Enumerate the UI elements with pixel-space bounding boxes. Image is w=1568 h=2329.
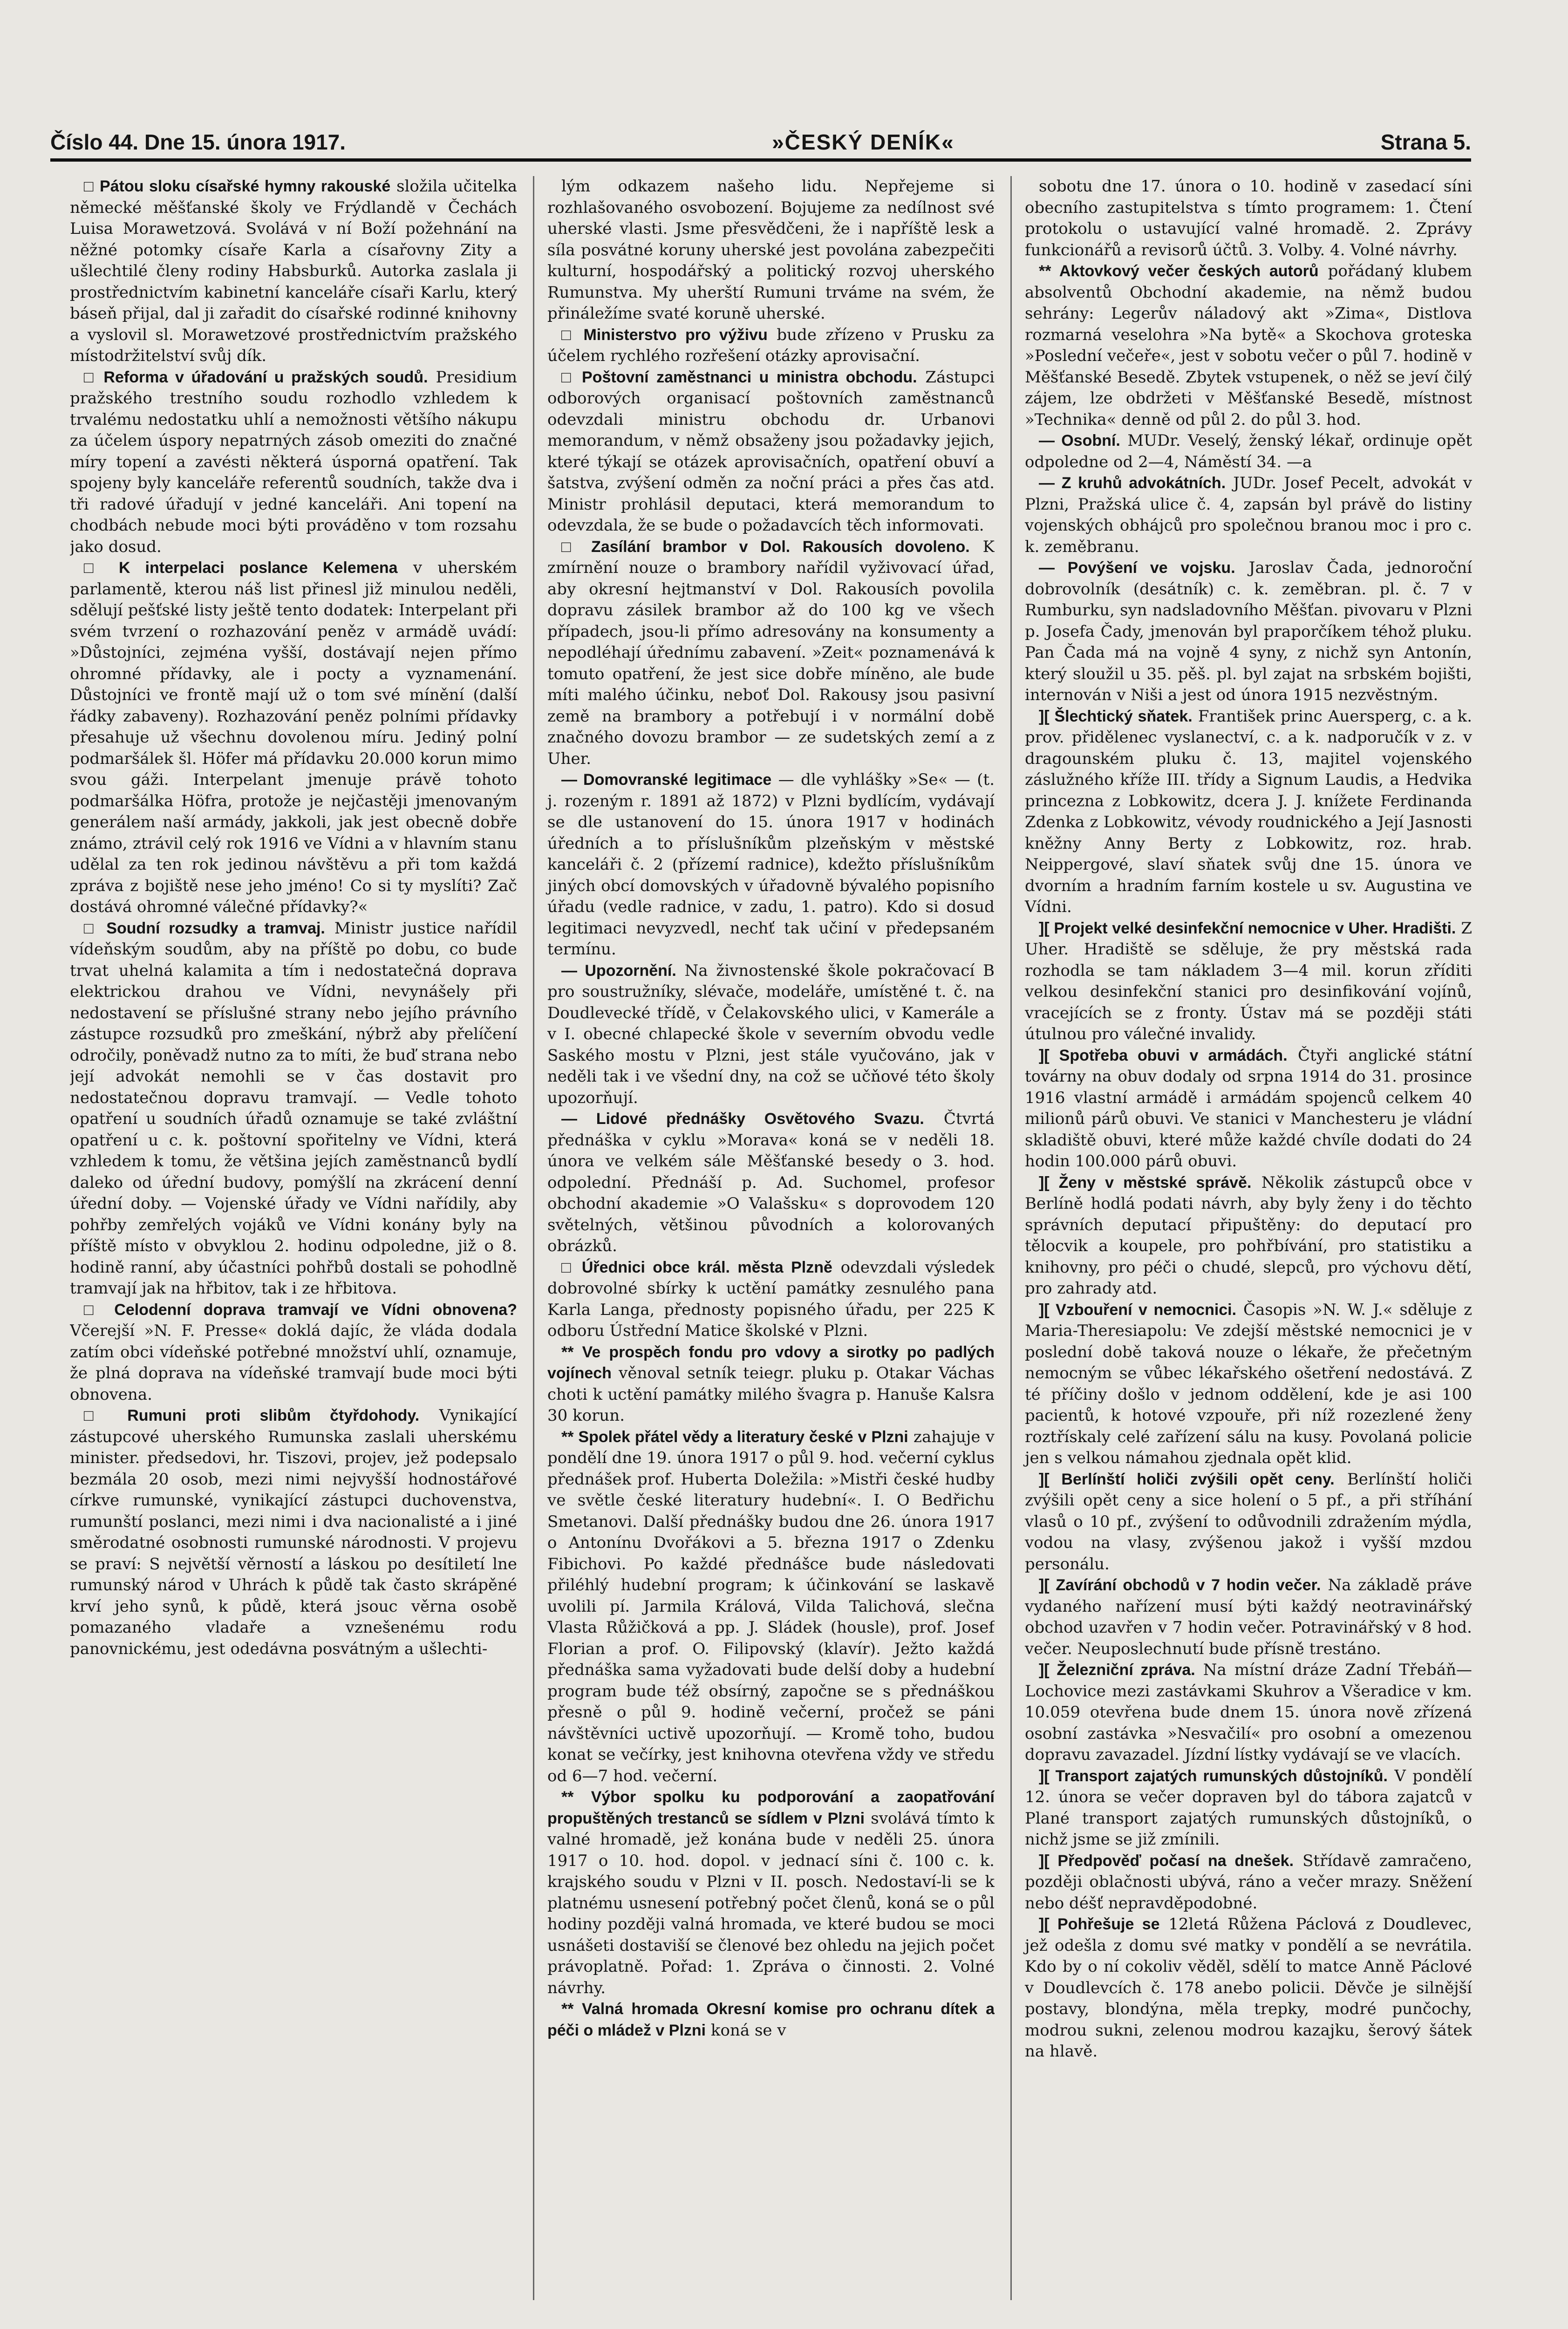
article-paragraph [547,960,995,1109]
page-number: Strana 5. [1380,130,1471,154]
article-paragraph [1025,706,1472,918]
article-text: Ministr justice nařídil vídeňským soudům, aby na příště po dobu, co bude trvat uhelná kalamita a tím i nedostatečná doprava elektrickou drahou ve Vídni, nevynášely při nedostavení se příslušné strany nebo jejího právního zástupce rozsudků pro zmeškání, nýbrž aby přelíčení odročily, poněvadž nutno za to míti, že buď strana nebo její advokát nemohli se v čas dostavit pro nedostatečnou dopravu tramvají. — Vedle tohoto opatření u soudních úřadů oznamuje se také zvláštní opatření u c. k. poštovní spořitelny ve Vídni, která vzhledem k tomu, že většina jejích zaměstnanců bydlí daleko od úřední budovy, pomýšlí na zkrácení denní úřední doby. — Vojenské úřady ve Vídni nařídily, aby pohřby zemřelých vojáků ve Vídni konány byly na příště místo v obvyklou 2. hodinu odpoledne, již o 8. hodině ranní, aby účastníci pohřbů dostali se pohodlně tramvají jak na hřbitov, tak i ze hřbitova. [70,919,517,1298]
article-heading: ** Spolek přátel vědy a literatury české v Plzni [561,1428,908,1446]
article-paragraph [547,1427,995,1787]
article-paragraph [1025,473,1472,558]
article-heading: □ Celodenní doprava tramvají ve Vídni obnovena? [84,1301,517,1319]
article-paragraph [547,1257,995,1342]
article-heading: □ K interpelaci poslance Kelemena [84,559,398,577]
article-paragraph [70,1300,517,1406]
article-paragraph [1025,1300,1472,1469]
article-heading: ** Výbor spolku ku podporování a zaopatřování propuštěných trestanců se sídlem v Plzni [547,1788,995,1827]
article-paragraph [547,537,995,770]
article-heading: — Lidové přednášky Osvětového Svazu. [561,1110,924,1128]
article-paragraph [1025,176,1472,261]
article-text: věnoval setník teiegr. pluku p. Otakar Váchas choti k uctění památky milého švagra p. Hanuše Kalsra 30 korun. [547,1364,995,1425]
article-text: koná se v [706,2021,786,2040]
column-3 [1010,176,1472,2300]
article-heading: ][ Berlínští holiči zvýšili opět ceny. [1039,1470,1335,1488]
article-paragraph [70,367,517,558]
article-text: odevzdali výsledek dobrovolné sbírky k uctění památky zesnulého pana Karla Langa, přednosty popisného úřadu, per 225 K odboru Ústřední Matice školské v Plzni. [547,1258,995,1340]
article-heading: □ Rumuni proti slibům čtyřdohody. [84,1407,420,1424]
article-text: svolává tímto k valné hromadě, jež konána bude v neděli 25. února 1917 o 10. hod. dopol. v jednací síni č. 100 c. k. krajského soudu v Plzni v II. posch. Nedostaví-li se k platnému usnesení potřebný počet členů, koná se o půl hodiny později valná hromada, ve které budou se moci usnášeti dostaviší se členové bez ohledu na jejich počet právoplatně. Pořad: 1. Zpráva o činnosti. 2. Volné návrhy. [547,1809,995,1997]
article-heading: □ Zasílání brambor v Dol. Rakousích dovoleno. [561,538,970,556]
article-paragraph [547,1109,995,1257]
article-heading: □ Poštovní zaměstnanci u ministra obchodu. [561,368,917,386]
article-heading: ][ Šlechtický sňatek. [1039,707,1193,725]
column-1 [70,176,517,2300]
article-paragraph [1025,918,1472,1045]
article-heading: ][ Předpověď počasí na dnešek. [1039,1852,1294,1870]
article-paragraph [1025,430,1472,473]
article-heading: ][ Transport zajatých rumunských důstojníků. [1039,1767,1388,1785]
article-text: sobotu dne 17. února o 10. hodině v zasedací síni obecního zastupitelstva s tímto programem: 1. Čtení protokolu o ustavující valné hromadě. 2. Zprávy funkcionářů a revisorů účtů. 3. Volby. 4. Volné návrhy. [1025,177,1472,259]
article-paragraph [547,770,995,960]
article-paragraph [1025,261,1472,430]
issue-date: Číslo 44. Dne 15. února 1917. [50,130,346,154]
article-paragraph [1025,558,1472,706]
article-heading: □ Úřednici obce král. města Plzně [561,1258,832,1276]
article-text: Presidium pražského trestního soudu rozhodlo vzhledem k trvalému nedostatku uhlí a nemožnosti většího nákupu za účelem úspory nepatrných zásob omeziti do značné míry topení a zavésti některá úsporná opatření. Tak spojeny byly kanceláře referentů soudních, takže dva i tři radové úřadují v jedné kanceláři. Ani topení na chodbách nebude moci býti prováděno v tom rozsahu jako dosud. [70,368,517,556]
article-heading: — Z kruhů advokátních. [1039,474,1226,492]
article-paragraph [70,1405,517,1660]
article-paragraph [547,367,995,537]
article-paragraph [1025,1851,1472,1914]
article-paragraph [547,1787,995,1999]
article-heading: — Domovranské legitimace [561,771,772,789]
article-heading: ][ Zavírání obchodů v 7 hodin večer. [1039,1576,1321,1594]
article-heading: ** Aktovkový večer českých autorů [1039,262,1319,280]
article-text: Na živnostenské škole pokračovací B pro soustružníky, slévače, modeláře, umístěné t. č. na Doudlevecké třídě, v Čelakovského ulici, v Kamerále a v I. obecné chlapecké škole v severním obvodu vedle Saského mostu v Plzni, jest stále vyučováno, jak v neděli tak i ve všední dny, na což se učňové této školy upozorňují. [547,961,995,1107]
article-paragraph [547,325,995,367]
article-text: 12letá Růžena Páclová z Doudlevec, jež odešla z domu své matky v pondělí a se nevrátila. Kdo by o ní cokoliv věděl, sdělí to matce Anně Páclové v Doudlevcích č. 178 anebo policii. Děvče je silnější postavy, blondýna, měla trepky, modré punčochy, modrou sukni, zelenou modrou kazajku, šerový šátek na hlavě. [1025,1915,1472,2061]
article-heading: ][ Železniční zpráva. [1039,1661,1195,1679]
article-heading: — Osobní. [1039,432,1120,449]
article-text: lým odkazem našeho lidu. Nepřejeme si rozhlašovaného osvobození. Bojujeme za nedílnost své uherské vlasti. Jsme přesvědčeni, že i napříště lesk a síla posvátné koruny uherské jest povolána zabezpečiti kulturní, hospodářský a politický rozvoj uherského Rumunstva. My uherští Rumuni trváme na svém, že přináležíme svaté koruně uherské. [547,177,995,323]
article-text: Střídavě zamračeno, později oblačnosti ubývá, ráno a večer mrazy. Sněžení nebo déšť nepravděpodobné. [1025,1851,1472,1913]
article-heading: □ Ministerstvo pro výživu [561,326,768,344]
article-heading: ** Ve prospěch fondu pro vdovy a sirotky po padlých vojínech [547,1343,995,1382]
article-text: složila učitelka německé měšťanské školy ve Frýdlandě v Čechách Luisa Morawetzová. Svolává v ní Boží požehnání na něžné potomky císaře Karla a císařovny Zity a ušlechtilé členy rodiny Habsburků. Autorka zaslala ji prostřednictvím kabinetní kanceláře císaři Karlu, který báseň přijal, dal ji zařadit do císařské rodinné knihovny a vyslovil sl. Morawetzové prostřednictvím pražského místodržitelství svůj dík. [70,177,517,365]
article-text: Jaroslav Čada, jednoroční dobrovolník (desátník) c. k. zeměbran. pl. č. 7 v Rumburku, syn nadsladovního Měšťan. pivovaru v Plzni p. Josefa Čady, jmenován byl praporčíkem téhož pluku. Pan Čada má na vojně 4 syny, z nichž syn Antonín, který sloužil u 35. pěš. pl. byl zajat na srbském bojišti, internován v Niši a jest od února 1915 nezvěstným. [1025,558,1472,704]
article-paragraph [70,558,517,918]
article-heading: ][ Ženy v městské správě. [1039,1173,1252,1192]
article-text: v uherském parlamentě, kterou náš list přinesl již minulou neděli, sdělují pešťské listy ještě tento dodatek: Interpelant při svém tvrzení o rozhazování peněz v armádě uvádí: »Důstojníci, zejména vyšší, dostávají nejen přímo ohromné přídavky, ale i pocty a vyznamenání. Důstojníci ve frontě mají už o tom své mínění (další řádky zabaveny). Rozhazování peněz polními přídavky přesahuje už všechnu dovolenou míru. Jediný polní podmaršálek šl. Höfer má přídavku 20.000 korun mimo svou gáži. Interpelant jmenuje právě tohoto podmaršálka Höfra, protože je nejčastěji jmenovaným generálem naší armády, jakkoli, jak jest obecně dobře známo, ztrávil celý rok 1916 ve Vídni a v hlavním stanu udělal za ten rok jedinou návštěvu a při tom každá zpráva z bojiště nese jeho jméno! Co si ty myslíti? Zač dostává ohromné válečné přídavky?« [70,558,517,916]
article-columns [70,176,1472,2300]
article-paragraph [1025,1575,1472,1660]
article-text: Na místní dráze Zadní Třebáň—Lochovice mezi zastávkami Skuhrov a Všeradice v km. 10.059 otevřena bude dnem 15. února nově zřízená osobní zastávka »Nesvačilí« pro osobní a omezenou dopravu zavazadel. Jízdní lístky vydávají se ve vlacích. [1025,1661,1472,1764]
article-text: — dle vyhlášky »Se« — (t. j. rozeným r. 1891 až 1872) v Plzni bydlícím, vydávají se dle ustanovení do 15. února 1917 v hodinách úředních a to příslušníkům plzeňským v městské kanceláři č. 2 (přízemí radnice), kdežto příslušníkům jiných obcí domovských v úřadovně bývalého popisního úřadu (vedle radnice, v zadu, 1. patro). Kdo si dosud legitimaci nevyzvedl, nechť tak učiní v předepsaném termínu. [547,770,995,959]
article-text: Zástupci odborových organisací poštovních zaměstnanců odevzdali ministru obchodu dr. Urbanovi memorandum, v němž obsaženy jsou požadavky jejich, které týkají se otázek aprovisačních, opatření obuví a šatstva, zvýšení odměn za noční práci a přes čas atd. Ministr prohlásil deputaci, která memorandum to odevzdala, že se bude o požadavcích těch informovati. [547,368,995,535]
article-text: pořádaný klubem absolventů Obchodní akademie, na němž budou sehrány: Legerův náladový akt »Zima«, Distlova rozmarná veselohra »Na bytě« a Skochova groteska »Poslední večeře«, jest v sobotu večer o půl 7. hodině v Měšťanské Besedě. Zbytek vstupenek, o něž se jeví čilý zájem, lze obdržeti v Měšťanské Besedě, místnost »Technika« denně od půl 2. do půl 3. hod. [1025,262,1472,429]
article-heading: □ Reforma v úřadování u pražských soudů. [84,368,428,386]
article-heading: ][ Spotřeba obuvi v armádách. [1039,1046,1288,1064]
article-text: K zmírnění nouze o brambory nařídil vyživovací úřad, aby okresní hejtmanství v Dol. Rakousích povolila dopravu zásilek brambor až do 100 kg ve všech případech, jsou-li přímo adresovány na konsumenty a nepodléhají úřednímu zabavení. »Zeit« poznamenává k tomuto opatření, že jest sice dobře míněno, ale bude míti malého účinku, neboť Dol. Rakousy jsou pasivní země na brambory a potřebují i v normální době značného dovozu brambor — ze sudetských zemí a z Uher. [547,537,995,768]
article-paragraph [547,1999,995,2041]
article-paragraph [1025,1766,1472,1851]
article-heading: ** Valná hromada Okresní komise pro ochranu dítek a péči o mládež v Plzni [547,2000,995,2039]
article-heading: ][ Projekt velké desinfekční nemocnice v Uher. Hradišti. [1039,919,1456,937]
article-text: Vynikající zástupcové uherského Rumunska zaslali uherskému minister. předsedovi, hr. Tiszovi, projev, jež podepsalo bezmála 20 osob, mezi nimi nejvyšší hodnostářové církve rumunské, vynikající zástupci duchovenstva, rumunští poslanci, mezi nimi i dva nacionalisté a i jiné směrodatné osobnosti rumunské národnosti. V projevu se praví: S největší věrností a láskou po desítiletí lne rumunský národ v Uhrách k půdě tak často skrápěné krví jeho synů, k půdě, která jsouc věrna osobě pomazaného vladaře a vznešenému rodu panovnickému, jest odedávna posvátným a ušlechti- [70,1406,517,1658]
article-heading: — Upozornění. [561,961,676,980]
article-text: Na základě práve vydaného nařízení musí býti každý neotravinářský obchod uzavřen v 7 hodin večer. Potravinářský v 8 hod. večer. Neuposlechnutí bude přísně trestáno. [1025,1576,1472,1658]
article-paragraph [70,176,517,367]
article-heading: ][ Pohřešuje se [1039,1915,1160,1933]
column-2 [533,176,995,2300]
article-text: Několik zástupců obce v Berlíně hodlá podati návrh, aby byly ženy i do těchto správních deputací připuštěny: do deputací pro tělocvik a koupele, pro pohřbívání, pro statistiku a knihovny, pro péči o chudé, slepců, pro výchovu dětí, pro zahrady atd. [1025,1173,1472,1298]
article-text: JUDr. Josef Pecelt, advokát v Plzni, Pražská ulice č. 4, zapsán byl právě do listiny vojenských obhájců pro společnou branou moc i pro c. k. zeměbranu. [1025,474,1472,556]
article-heading: □ Soudní rozsudky a tramvaj. [84,919,325,937]
newspaper-title: »ČESKÝ DENÍK« [772,130,954,154]
article-paragraph [70,918,517,1300]
article-paragraph [1025,1045,1472,1172]
article-text: Čtvrtá přednáška v cyklu »Morava« koná se v neděli 18. února ve velkém sále Měšťanské besedy o 3. hod. odpolední. Přednáší p. Ad. Suchomel, profesor obchodní akademie »O Valašsku« s doprovodem 120 světelných, většinou původních a kolorovaných obrázků. [547,1110,995,1255]
article-heading: ][ Vzbouření v nemocnici. [1039,1301,1237,1319]
article-text: V pondělí 12. února se večer dopraven byl do tábora zajatců v Plané transport zajatých rumunských důstojníků, o nichž jsme se již zmínili. [1025,1766,1472,1849]
article-text: Z Uher. Hradiště se sděluje, že pry městská rada rozhodla se tam nákladem 3—4 mil. korun zříditi velkou desinfekční stanici pro desinfikování vojínů, vracejících se z fronty. Ústav má se později státi útulnou pro válečné invalidy. [1025,919,1472,1043]
article-paragraph [547,176,995,325]
article-heading: □ Pátou sloku císařské hymny rakouské [84,177,391,195]
article-text: bude zřízeno v Prusku za účelem rychlého rozřešení otázky aprovisační. [547,325,995,365]
article-paragraph [547,1342,995,1427]
article-text: Berlínští holiči zvýšili opět ceny a sice holení o 5 pf., a při stříhání vlasů o 10 pf., zvýšení to odůvodnili zdražením mýdla, vodou na vlasy, zvýšenou jakož i vyšší mzdou personálu. [1025,1470,1472,1573]
article-text: František princ Auersperg, c. a k. prov. přidělenec vyslanectví, c. a k. nadporučík v z. v dragounském pluku č. 13, majitel vojenského záslužného kříže III. třídy a Signum Laudis, a Hedvika princezna z Lobkowitz, dcera J. J. knížete Ferdinanda Zdenka z Lobkowitz, vévody roudnického a Její Jasnosti kněžny Anny Berty z Lobkowitz, roz. hrab. Neippergové, slaví sňatek svůj dne 15. února ve dvorním a hradním farním kostele u sv. Augustina ve Vídni. [1025,707,1472,916]
article-paragraph [1025,1660,1472,1766]
article-heading: — Povýšení ve vojsku. [1039,559,1235,577]
article-text: Čtyři anglické státní továrny na obuv dodaly od srpna 1914 do 31. prosince 1916 vlastní armádě i armádám spojenců celkem 40 milionů párů obuvi. Ve stanici v Manchesteru je vládní skladiště obuvi, které může každé chvíle dodati do 24 hodin 100.000 párů obuvi. [1025,1046,1472,1171]
article-text: Časopis »N. W. J.« sděluje z Maria-Theresiapolu: Ve zdejší městské nemocnici je v poslední době taková nouze o lékaře, že přečetným nemocným se vůbec lékařského ošetření nedostává. Z té příčiny došlo v jednom oddělení, kde je asi 100 pacientů, k hotové vzpouře, při níž rozezlené ženy roztřískaly celé zařízení sálu na kusy. Povolaná policie jen s velkou námahou zjednala opět klid. [1025,1300,1472,1467]
article-paragraph [1025,1469,1472,1575]
article-paragraph [1025,1172,1472,1300]
article-paragraph [1025,1914,1472,2063]
article-text: zahajuje v pondělí dne 19. února 1917 o půl 9. hod. večerní cyklus přednášek prof. Huberta Doležila: »Mistři české hudby ve světle české literatury hudební«. I. O Bedřichu Smetanovi. Další přednášky budou dne 26. února 1917 o Antonínu Dvořákovi a 5. března 1917 o Zdenku Fibichovi. Po každé přednášce bude následovati přiléhlý hudební program; k účinkování se laskavě uvolili pí. Jarmila Králová, Vilda Talichová, slečna Vlasta Růžičková a pp. J. Sládek (housle), prof. Josef Florian a prof. O. Filipovský (klavír). Ježto každá přednáška sama vyžadovati bude delší doby a hudební program bude též obsírný, započne se s přednáškou přesně o půl 9. hodině večerní, pročež se páni návštěvníci uctivě upozorňují. — Kromě toho, budou konat se večírky, jest knihovna otevřena vždy ve středu od 6—7 hod. večerní. [547,1427,995,1785]
article-text: MUDr. Veselý, ženský lékař, ordinuje opět odpoledne od 2—4, Náměstí 34. —a [1025,431,1472,471]
page-header [50,122,1471,162]
article-text: Včerejší »N. F. Presse« doklá dajíc, že vláda dodala zatím obci vídeňské potřebné množství uhlí, oznamuje, že plná doprava na vídeňské tramvají bude moci býti obnovena. [70,1321,517,1404]
